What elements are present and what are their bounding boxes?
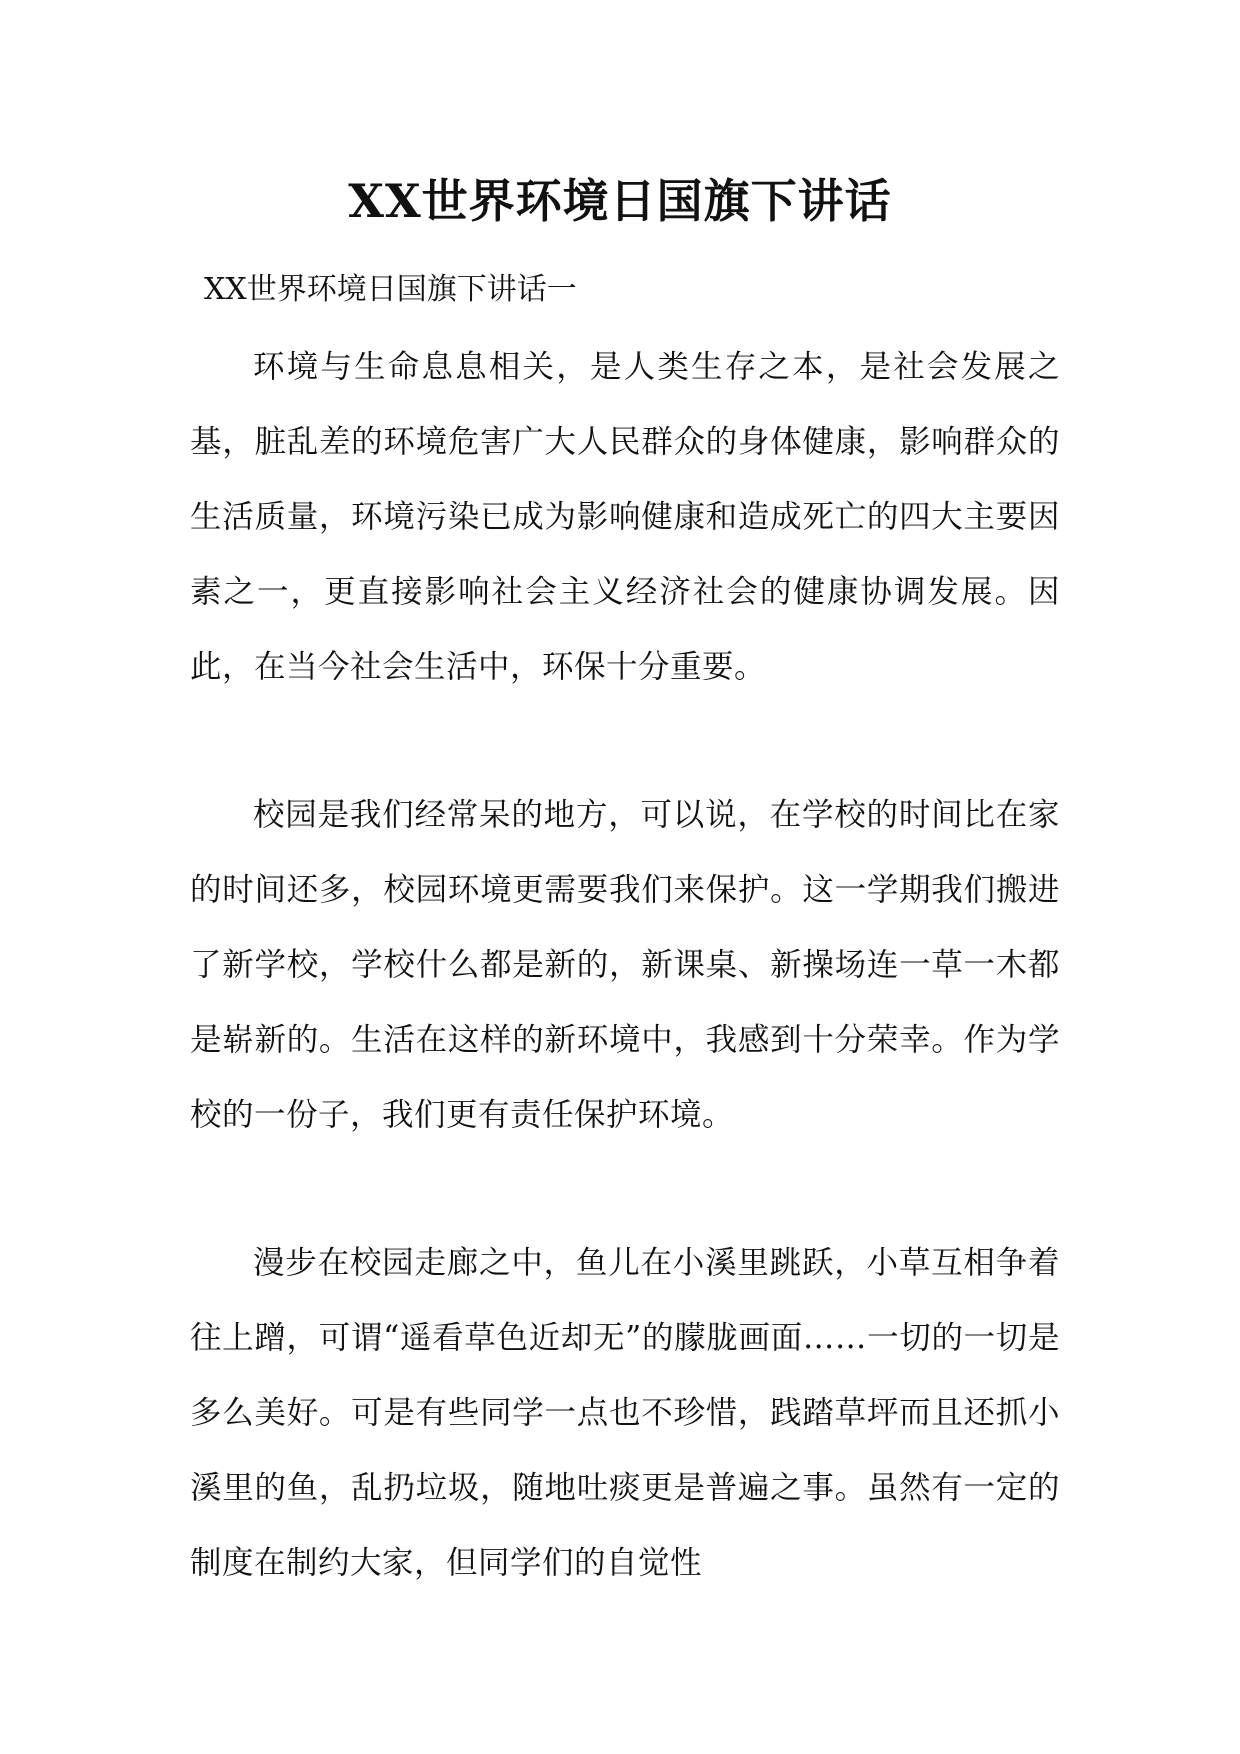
paragraph-1: 环境与生命息息相关，是人类生存之本，是社会发展之基，脏乱差的环境危害广大人民群众的身体健康，影响群众的生活质量，环境污染已成为影响健康和造成死亡的四大主要因素之一，更直接影响社会主义经济社会的健康协调发展。因此，在当今社会生活中，环保十分重要。 [190, 349, 1060, 685]
section-heading: XX世界环境日国旗下讲话一 [204, 272, 577, 307]
paragraph-3: 漫步在校园走廊之中，鱼儿在小溪里跳跃，小草互相争着往上蹭，可谓“遥看草色近却无”的朦胧画面……一切的一切是多么美好。可是有些同学一点也不珍惜，践踏草坪而且还抓小溪里的鱼，乱扔垃圾，随地吐痰更是普遍之事。虽然有一定的制度在制约大家，但同学们的自觉性 [190, 1245, 1060, 1581]
document-title: XX世界环境日国旗下讲话 [348, 174, 892, 228]
paragraph-2: 校园是我们经常呆的地方，可以说，在学校的时间比在家的时间还多，校园环境更需要我们来保护。这一学期我们搬进了新学校，学校什么都是新的，新课桌、新操场连一草一木都是崭新的。生活在这样的新环境中，我感到十分荣幸。作为学校的一份子，我们更有责任保护环境。 [190, 797, 1060, 1133]
